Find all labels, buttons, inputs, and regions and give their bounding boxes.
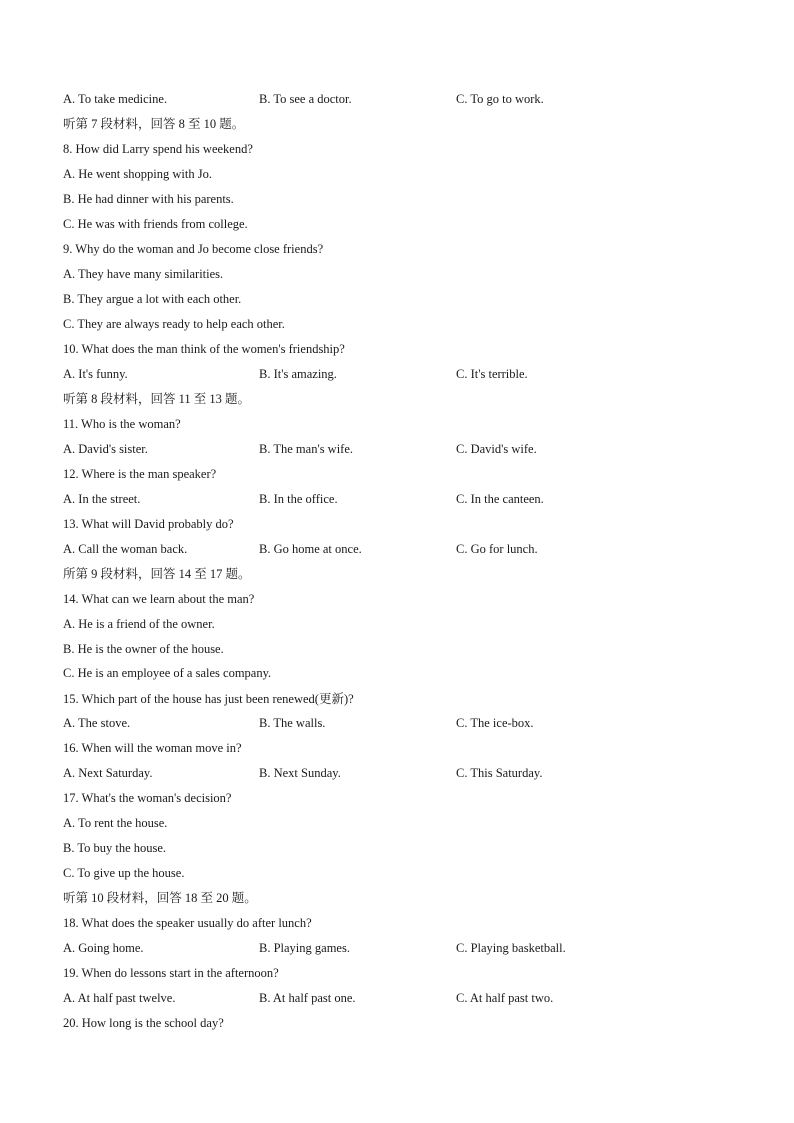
option-a: A. It's funny. <box>63 367 128 381</box>
answer-option: B. To buy the house. <box>63 841 167 855</box>
option-b: B. To see a doctor. <box>259 92 352 106</box>
answer-option: B. He is the owner of the house. <box>63 642 224 656</box>
question-text: 18. What does the speaker usually do after lunch? <box>63 916 312 930</box>
question-text: 14. What can we learn about the man? <box>63 592 255 606</box>
option-a: A. The stove. <box>63 716 131 730</box>
question-text: 13. What will David probably do? <box>63 517 234 531</box>
answer-option: A. To rent the house. <box>63 816 168 830</box>
option-c: C. It's terrible. <box>456 367 528 381</box>
option-a: A. Going home. <box>63 941 144 955</box>
option-c: C. David's wife. <box>456 442 537 456</box>
option-a: A. Next Saturday. <box>63 766 153 780</box>
question-text: 9. Why do the woman and Jo become close friends? <box>63 242 324 256</box>
answer-option: C. He is an employee of a sales company. <box>63 666 272 680</box>
answer-option: C. To give up the house. <box>63 866 185 880</box>
option-c: C. To go to work. <box>456 92 544 106</box>
question-text: 19. When do lessons start in the afternoon? <box>63 966 279 980</box>
option-c: C. This Saturday. <box>456 766 543 780</box>
answer-option: C. He was with friends from college. <box>63 217 248 231</box>
option-c: C. In the canteen. <box>456 492 544 506</box>
question-text: 20. How long is the school day? <box>63 1016 224 1030</box>
option-a: A. David's sister. <box>63 442 148 456</box>
option-b: B. Next Sunday. <box>259 766 341 780</box>
option-a: A. At half past twelve. <box>63 991 176 1005</box>
answer-option: A. They have many similarities. <box>63 267 224 281</box>
question-text: 16. When will the woman move in? <box>63 741 242 755</box>
question-text: 15. Which part of the house has just been renewed(更新)? <box>63 692 354 706</box>
question-text: 8. How did Larry spend his weekend? <box>63 142 253 156</box>
option-b: B. The walls. <box>259 716 326 730</box>
section-instruction: 所第 9 段材料，回答 14 至 17 题。 <box>63 567 251 581</box>
option-a: A. In the street. <box>63 492 141 506</box>
answer-option: A. He went shopping with Jo. <box>63 167 212 181</box>
question-text: 10. What does the man think of the women's friendship? <box>63 342 345 356</box>
option-c: C. Go for lunch. <box>456 542 538 556</box>
section-instruction: 听第 8 段材料，回答 11 至 13 题。 <box>63 392 251 406</box>
option-a: A. Call the woman back. <box>63 542 188 556</box>
option-b: B. At half past one. <box>259 991 356 1005</box>
option-b: B. In the office. <box>259 492 338 506</box>
question-text: 17. What's the woman's decision? <box>63 791 232 805</box>
section-instruction: 听第 7 段材料，回答 8 至 10 题。 <box>63 117 245 131</box>
answer-option: B. They argue a lot with each other. <box>63 292 242 306</box>
option-a: A. To take medicine. <box>63 92 168 106</box>
option-b: B. The man's wife. <box>259 442 354 456</box>
option-c: C. The ice-box. <box>456 716 534 730</box>
question-text: 12. Where is the man speaker? <box>63 467 217 481</box>
answer-option: A. He is a friend of the owner. <box>63 617 215 631</box>
answer-option: B. He had dinner with his parents. <box>63 192 234 206</box>
section-instruction: 听第 10 段材料，回答 18 至 20 题。 <box>63 891 257 905</box>
question-text: 11. Who is the woman? <box>63 417 181 431</box>
option-b: B. Playing games. <box>259 941 350 955</box>
answer-option: C. They are always ready to help each other. <box>63 317 285 331</box>
option-c: C. Playing basketball. <box>456 941 566 955</box>
option-b: B. Go home at once. <box>259 542 362 556</box>
option-b: B. It's amazing. <box>259 367 337 381</box>
option-c: C. At half past two. <box>456 991 554 1005</box>
